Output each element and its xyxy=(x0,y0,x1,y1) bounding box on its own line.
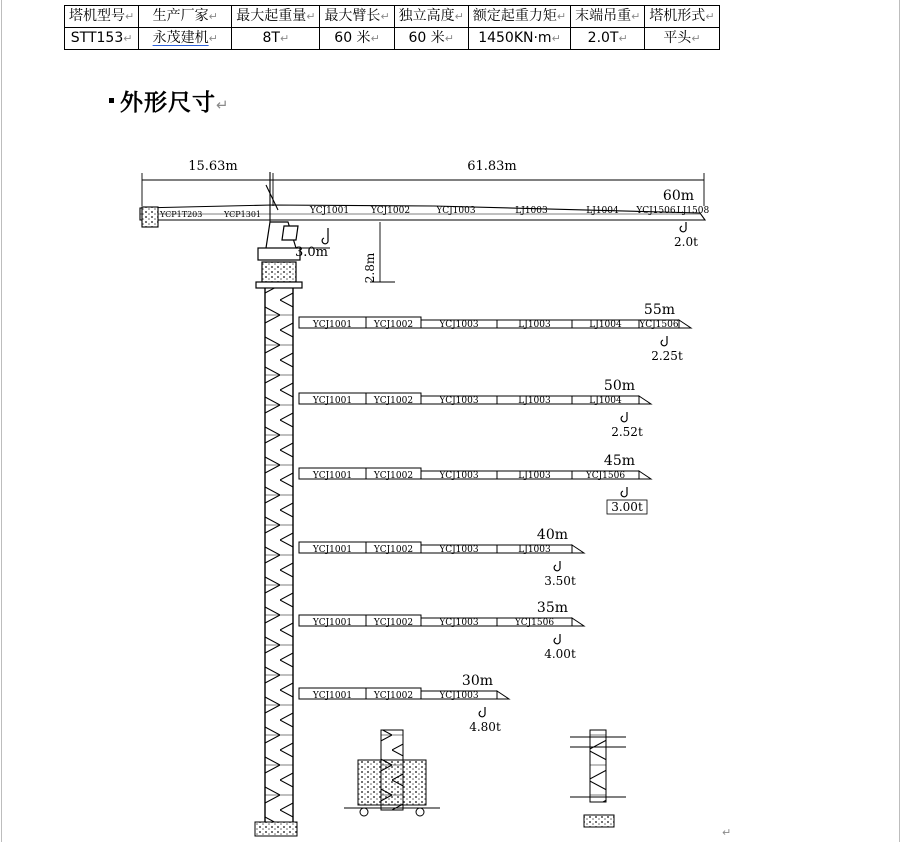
jib-config-30m xyxy=(299,673,509,734)
jib-segment-label: YCJ1002 xyxy=(373,545,414,555)
dimension-hook-radius-label: 3.0m xyxy=(295,245,329,260)
jib-segment-label: YCJ1003 xyxy=(439,396,479,406)
dimension-lines xyxy=(142,173,704,282)
value-cell: 2.0T↵ xyxy=(571,28,645,50)
header-cell: 额定起重力矩↵ xyxy=(468,6,570,28)
jib-segment-label: LJ1003 xyxy=(518,471,551,481)
jib-segment-label: LJ1003 xyxy=(518,320,551,330)
jib-tip xyxy=(679,320,691,328)
jib-tip xyxy=(639,471,651,479)
jib-length-label: 50m xyxy=(603,378,635,394)
jib-config-40m xyxy=(299,527,584,588)
counter-jib-label: YCP1T203 xyxy=(160,210,203,219)
jib-segment-label: YCJ1001 xyxy=(312,545,353,555)
jib-segment-label: YCJ1003 xyxy=(439,320,479,330)
jib-segment-label: YCJ1003 xyxy=(436,206,476,216)
jib-segment-label: YCJ1506 xyxy=(639,320,679,330)
jib-segment-label: YCJ1002 xyxy=(373,471,414,481)
hook-icon xyxy=(680,222,686,232)
hook-icon xyxy=(621,412,627,422)
jib-segment-label: YCJ1001 xyxy=(312,471,353,481)
foundation-detail-left xyxy=(344,730,440,816)
tip-load-label: 4.00t xyxy=(544,647,576,661)
jib-length-label: 40m xyxy=(536,527,568,543)
tip-load-label: 4.80t xyxy=(469,720,501,734)
jib-segment-label: YCJ1001 xyxy=(312,691,353,701)
dimension-height-label: 2.8m xyxy=(363,252,377,284)
header-cell: 生产厂家↵ xyxy=(139,6,232,28)
header-cell: 末端吊重↵ xyxy=(571,6,645,28)
jib-segment-label: YCJ1002 xyxy=(373,618,414,628)
jib-length-label: 45m xyxy=(603,453,635,469)
tip-load-label: 3.00t xyxy=(611,500,643,514)
value-cell: 平头↵ xyxy=(645,28,719,50)
jib-tip xyxy=(572,618,584,626)
jib-segment-label: YCJ1001 xyxy=(309,206,350,216)
jib-segment-label: YCJ1003 xyxy=(439,691,479,701)
value-cell: STT153↵ xyxy=(65,28,139,50)
value-cell: 60 米↵ xyxy=(394,28,468,50)
tip-load-label: 2.25t xyxy=(651,349,683,363)
header-cell: 最大起重量↵ xyxy=(232,6,320,28)
hook-icon xyxy=(554,634,560,644)
jib-segment-label: YCJ1002 xyxy=(370,206,411,216)
tip-load-label: 3.50t xyxy=(544,574,576,588)
jib-segment-label: YCJ1001 xyxy=(312,396,353,406)
foundation-detail-right xyxy=(570,730,626,827)
header-cell: 最大臂长↵ xyxy=(320,6,394,28)
header-cell: 塔机形式↵ xyxy=(645,6,719,28)
jib-length-label: 30m xyxy=(461,673,493,689)
jib-segment-label: LJ1004 xyxy=(589,320,622,330)
header-cell: 独立高度↵ xyxy=(394,6,468,28)
manufacturer-name: 永茂建机 xyxy=(152,30,209,46)
hook-icon xyxy=(479,707,485,717)
counter-jib-label: YCP1301 xyxy=(224,210,262,219)
tip-load-label: 2.52t xyxy=(611,425,643,439)
jib-segment-label: YCJ1001 xyxy=(312,618,353,628)
jib-tip xyxy=(639,396,651,404)
jib-segment-label: YCJ1003 xyxy=(439,471,479,481)
dimension-right-label: 61.83m xyxy=(467,159,517,174)
dimension-left-label: 15.63m xyxy=(188,159,238,174)
jib-length-label: 60m xyxy=(662,188,694,204)
jib-tip xyxy=(572,545,584,553)
end-paragraph-mark: ↵ xyxy=(722,826,732,839)
jib-config-35m xyxy=(299,600,584,661)
value-cell: 8T↵ xyxy=(232,28,320,50)
jib-segment-label: LJ1003 xyxy=(518,545,551,555)
jib-length-label: 55m xyxy=(643,302,675,318)
tower-mast xyxy=(255,286,297,836)
jib-segment-label: YCJ1003 xyxy=(439,618,479,628)
jib-length-label: 35m xyxy=(536,600,568,616)
jib-segment-label: YCJ1003 xyxy=(439,545,479,555)
header-cell: 塔机型号↵ xyxy=(65,6,139,28)
jib-segment-label: YCJ1002 xyxy=(373,691,414,701)
jib-segment-label: YCJ1506 xyxy=(514,618,555,628)
tip-load-label: 2.0t xyxy=(674,235,698,249)
hook-icon xyxy=(661,336,667,346)
jib-config-50m xyxy=(299,378,651,439)
hook-icon xyxy=(322,228,328,244)
jib-segment-label: LJ1003 xyxy=(515,206,548,216)
value-cell: 永茂建机↵ xyxy=(139,28,232,50)
jib-segment-label: YCJ1506 xyxy=(636,206,676,216)
jib-segment-label: YCJ1002 xyxy=(373,396,414,406)
jib-config-45m xyxy=(299,453,651,514)
jib-segment-label: LJ1004 xyxy=(589,396,622,406)
section-heading: 外形尺寸↵ xyxy=(109,84,230,117)
jib-tip xyxy=(497,691,509,699)
jib-segment-label: YCJ1001 xyxy=(312,320,353,330)
jib-config-55m xyxy=(299,302,691,363)
jib-segment-label: LJ1003 xyxy=(518,396,551,406)
value-cell: 60 米↵ xyxy=(320,28,394,50)
hook-icon xyxy=(621,487,627,497)
jib-segment-label: LJ1508 xyxy=(676,206,710,216)
jib-segment-label: YCJ1002 xyxy=(373,320,414,330)
jib-segment-label: LJ1004 xyxy=(586,206,619,216)
hook-icon xyxy=(554,561,560,571)
jib-segment-label: YCJ1506 xyxy=(585,471,626,481)
value-cell: 1450KN·m↵ xyxy=(468,28,570,50)
